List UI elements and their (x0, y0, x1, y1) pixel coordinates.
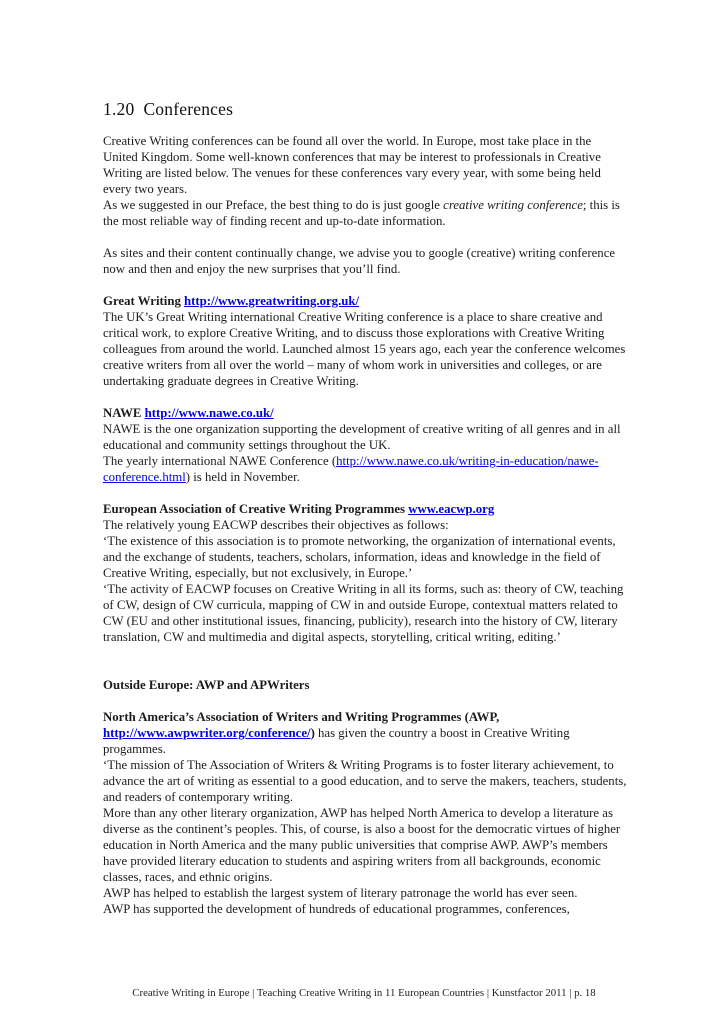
intro-paragraph-2: As we suggested in our Preface, the best thing to do is just google creative writing conference; this is the most reliable way of finding recent and up-to-date information. (103, 198, 620, 228)
nawe-heading (103, 405, 628, 421)
great-writing-body: The UK’s Great Writing international Creative Writing conference is a place to share creative and critical work, to explore Creative Writing, and to discuss those explorations with Creative Writing colleagues from around the world. Launched almost 15 years ago, each year the conference welcomes creative writers from all over the world – many of whom work in universities and colleges, or are undertaking graduate degrees in Creative Writing. (103, 310, 626, 388)
eacwp-link[interactable]: www.eacwp.org (408, 502, 495, 516)
awp-paragraph-1: ‘The mission of The Association of Writers & Writing Programs is to foster literary achievement, to advance the art of writing as essential to a good education, and to serve the makers, teachers, students, and readers of contemporary writing. (103, 758, 627, 804)
nawe-body-2: The yearly international NAWE Conference (http://www.nawe.co.uk/writing-in-education/nawe-conference.html) is held in November. (103, 454, 599, 484)
nawe-body-1: NAWE is the one organization supporting the development of creative writing of all genres and in all educational and community settings throughout the UK. (103, 422, 621, 452)
eacwp-body-1: The relatively young EACWP describes their objectives as follows: (103, 518, 449, 532)
intro-paragraph-1: Creative Writing conferences can be found all over the world. In Europe, most take place in the United Kingdom. Some well-known conferences that may be interest to professionals in Creative Writing are listed below. The venues for these conferences vary every year, with some being held every two years. (103, 134, 601, 196)
awp-paragraph-2: More than any other literary organization, AWP has helped North America to develop a literature as diverse as the continent’s peoples. This, of course, is also a boost for the democratic virtues of higher education in North America and the many public universities that comprise AWP. AWP’s members have provided literary education to students and aspiring writers from all backgrounds, economic classes, races, and ethnic origins. (103, 806, 621, 884)
eacwp-body-2: ‘The existence of this association is to promote networking, the organization of international events, and the exchange of students, teachers, scholars, information, ideas and knowledge in the field of Creative Writing, especially, but not exclusively, in Europe.’ (103, 534, 616, 580)
awp-paragraph-3b: AWP has supported the development of hundreds of educational programmes, conferences, (103, 902, 570, 916)
italic-phrase: creative writing conference (443, 198, 583, 212)
nawe-link[interactable]: http://www.nawe.co.uk/ (144, 406, 274, 420)
great-writing-heading (103, 293, 628, 309)
intro-paragraph-3: As sites and their content continually change, we advise you to google (creative) writing conference now and then and enjoy the new surprises that you’ll find. (103, 246, 616, 276)
nawe-name: NAWE (103, 406, 145, 420)
section-number: 1.20 (103, 99, 135, 119)
awp-lead-paragraph: North America’s Association of Writers and Writing Programmes (AWP, http://www.awpwriter.org/conference/) has given the country a boost in Creative Writing progammes. (103, 710, 570, 756)
great-writing-name: Great Writing (103, 294, 185, 308)
section-title: Conferences (143, 99, 234, 119)
outside-europe-heading: Outside Europe: AWP and APWriters (103, 678, 310, 692)
eacwp-name: European Association of Creative Writing Programmes (103, 502, 409, 516)
eacwp-body-3: ‘The activity of EACWP focuses on Creative Writing in all its forms, such as: theory of CW, teaching of CW, design of CW curricula, mapping of CW in and outside Europe, contextual matters related to CW (EU and other institutional issues, financing, publicity), research into the history of CW, literary translation, CW and multimedia and digital aspects, storytelling, critical writing, editing.’ (103, 582, 624, 644)
section-heading (103, 98, 628, 120)
awp-name: North America’s Association of Writers and Writing Programmes (AWP, (103, 710, 500, 724)
great-writing-link[interactable]: http://www.greatwriting.org.uk/ (184, 294, 360, 308)
page-footer: Creative Writing in Europe | Teaching Creative Writing in 11 European Countries | Kunstfactor 2011 | p. 18 (132, 987, 596, 999)
nawe-conference-link[interactable]: http://www.nawe.co.uk/writing-in-education/nawe-conference.html (103, 454, 599, 484)
eacwp-heading (103, 501, 628, 517)
awp-paragraph-3a: AWP has helped to establish the largest system of literary patronage the world has ever seen. (103, 886, 578, 900)
awp-link[interactable]: http://www.awpwriter.org/conference/ (103, 726, 311, 740)
awp-paren: ) (310, 726, 315, 740)
